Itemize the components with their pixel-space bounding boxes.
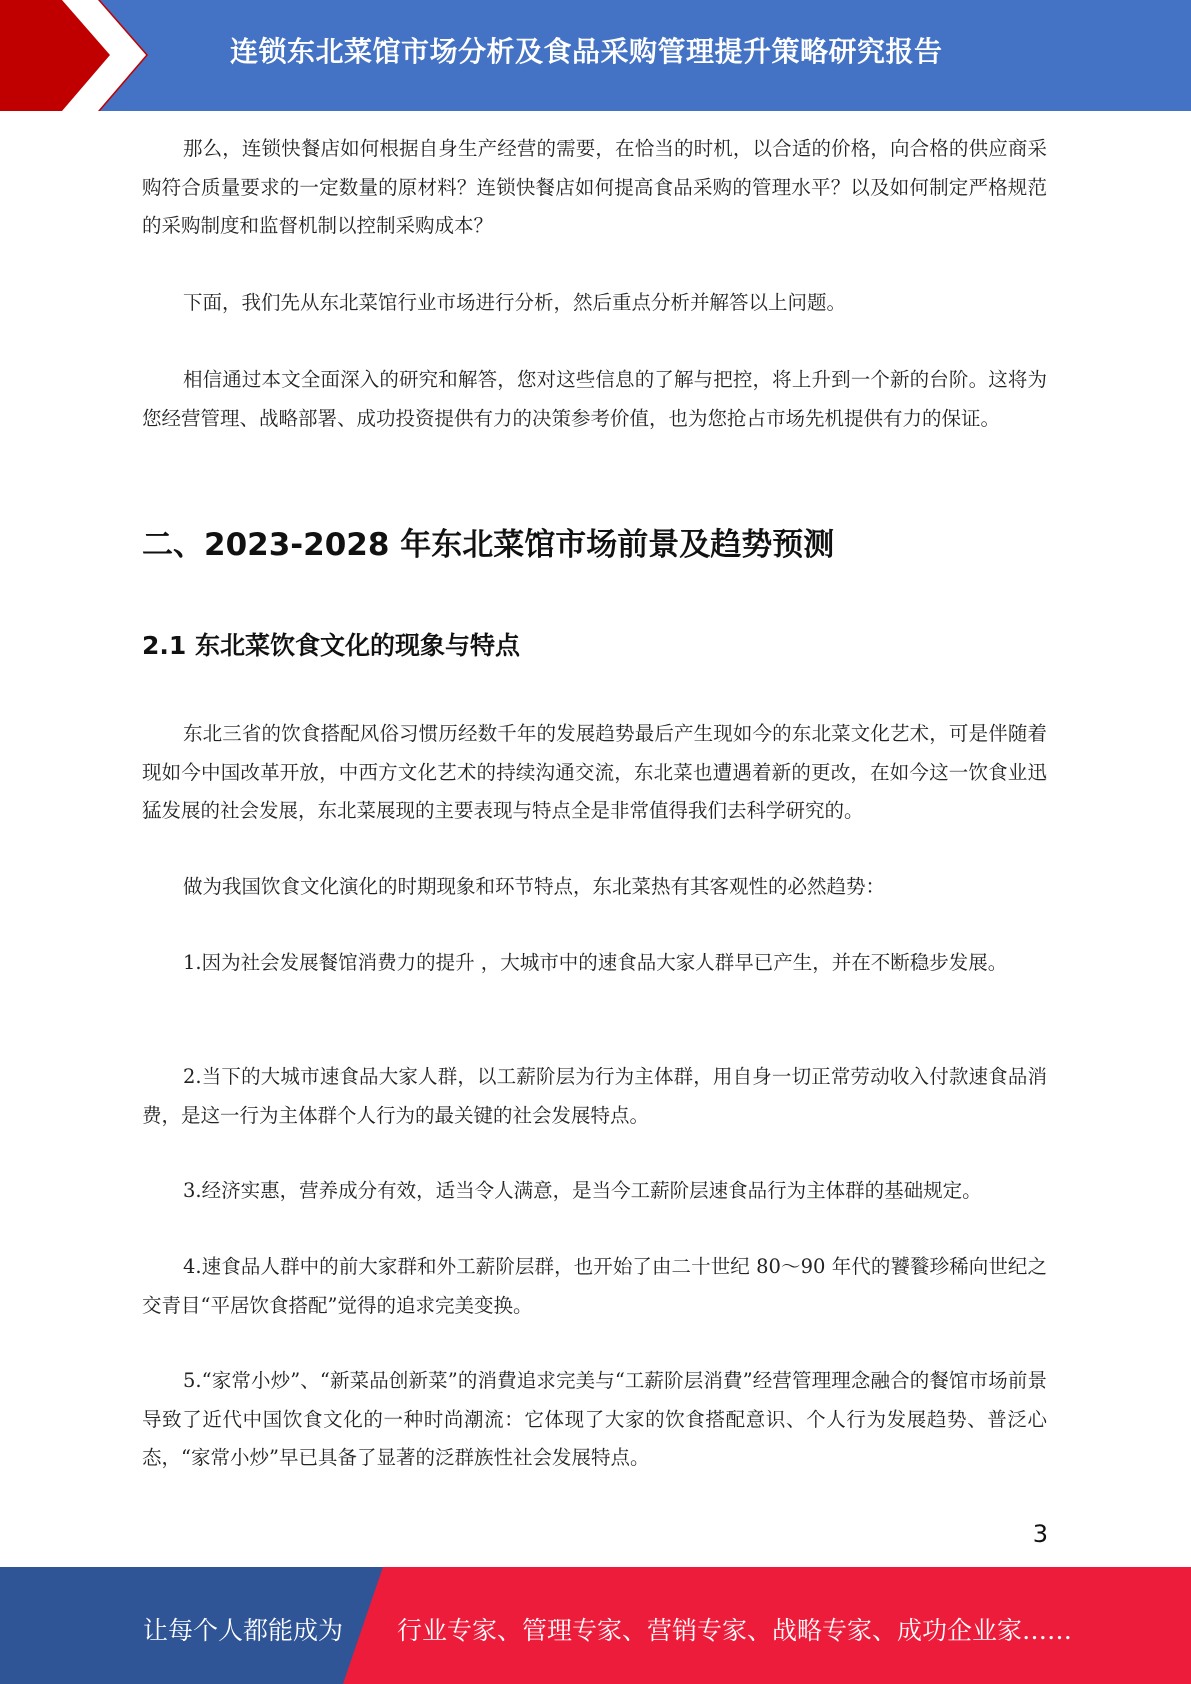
paragraph-procurement-questions: 那么，连锁快餐店如何根据自身生产经营的需要，在恰当的时机，以合适的价格，向合格的供应商采购符合质量要求的一定数量的原材料？连锁快餐店如何提高食品采购的管理水平？以及如何制定严格规范的采购制度和监督机制以控制采购成本？: [142, 137, 1047, 237]
list-item-2: 2.当下的大城市速食品大家人群，以工薪阶层为行为主体群，用自身一切正常劳动收入付款速食品消费，是这一行为主体群个人行为的最关键的社会发展特点。: [142, 1065, 1047, 1127]
page-header: [0, 0, 1191, 111]
list-item-4: 4.速食品人群中的前大家群和外工薪阶层群，也开始了由二十世纪 80～90 年代的饕餮珍稀向世纪之交青目“平居饮食搭配”觉得的追求完美变换。: [142, 1255, 1047, 1317]
section-heading: 二、2023-2028 年东北菜馆市场前景及趋势预测: [142, 527, 835, 563]
paragraph-value-statement: 相信通过本文全面深入的研究和解答，您对这些信息的了解与把控，将上升到一个新的台阶。这将为您经营管理、战略部署、成功投资提供有力的决策参考价值，也为您抢占市场先机提供有力的保证。: [142, 368, 1047, 430]
list-item-3: 3.经济实惠，营养成分有效，适当令人满意，是当今工薪阶层速食品行为主体群的基础规定。: [183, 1179, 982, 1202]
list-item-1: 1.因为社会发展餐馆消费力的提升 ，大城市中的速食品大家人群早已产生，并在不断稳步发展。: [183, 951, 1008, 974]
page-footer: [0, 1567, 1191, 1684]
footer-slogan-right: 行业专家、管理专家、营销专家、战略专家、成功企业家……: [397, 1616, 1073, 1645]
footer-slogan-left: 让每个人都能成为: [143, 1616, 344, 1645]
paragraph-analysis-intro: 下面，我们先从东北菜馆行业市场进行分析，然后重点分析并解答以上问题。: [183, 291, 847, 314]
paragraph-culture-overview: 东北三省的饮食搭配风俗习惯历经数千年的发展趋势最后产生现如今的东北菜文化艺术，可是伴随着现如今中国改革开放，中西方文化艺术的持续沟通交流，东北菜也遭遇着新的更改，在如今这一饮食业迅猛发展的社会发展，东北菜展现的主要表现与特点全是非常值得我们去科学研究的。: [142, 722, 1047, 822]
subsection-heading: 2.1 东北菜饮食文化的现象与特点: [142, 631, 520, 660]
paragraph-trend-intro: 做为我国饮食文化演化的时期现象和环节特点，东北菜热有其客观性的必然趋势：: [183, 875, 886, 898]
list-item-5: 5.“家常小炒”、“新菜品创新菜”的消費追求完美与“工薪阶层消費”经营管理理念融合的餐馆市场前景导致了近代中国饮食文化的一种时尚潮流：它体现了大家的饮食搭配意识、个人行为发展趋势、普泛心态，“家常小炒”早已具备了显著的泛群族性社会发展特点。: [142, 1369, 1047, 1469]
header-title: 连锁东北菜馆市场分析及食品采购管理提升策略研究报告: [230, 35, 943, 68]
page-number: 3: [1032, 1520, 1048, 1548]
